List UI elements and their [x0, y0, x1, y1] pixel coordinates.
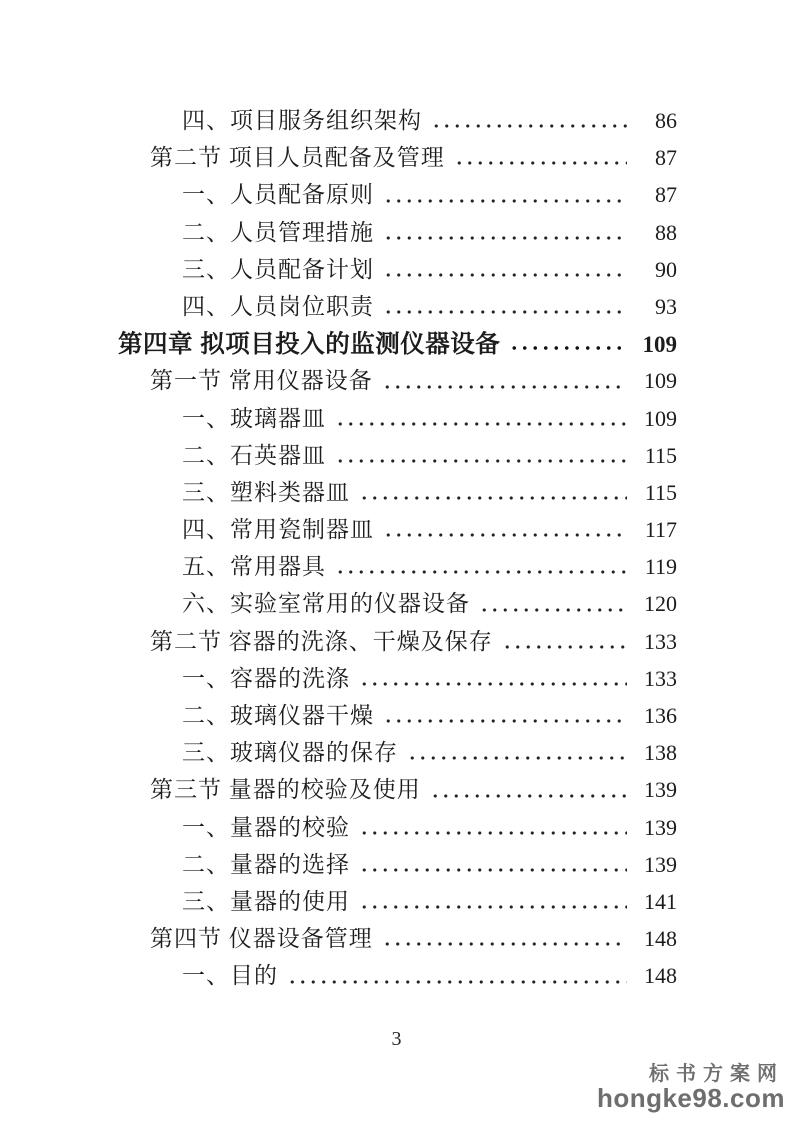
toc-entry-title: 二、石英器皿 — [182, 442, 326, 468]
toc-entry-title: 第四节 仪器设备管理 — [150, 926, 373, 952]
dot-leader — [359, 682, 627, 686]
watermark-site-url: hongke98.com — [596, 1082, 785, 1113]
dot-leader — [454, 161, 627, 165]
toc-entry-title: 三、玻璃仪器的保存 — [182, 740, 398, 766]
toc-entry-page: 93 — [655, 293, 677, 319]
toc-entry-title: 五、常用器具 — [182, 554, 326, 580]
toc-entry-title: 二、量器的选择 — [182, 851, 350, 877]
toc-entry-title: 第二节 项目人员配备及管理 — [150, 145, 445, 171]
toc-entry-page: 148 — [644, 926, 677, 952]
toc-entry-page: 87 — [655, 145, 677, 171]
toc-entry-page: 87 — [655, 182, 677, 208]
dot-leader — [431, 124, 627, 128]
dot-leader — [287, 980, 627, 984]
toc-entry — [0, 102, 677, 139]
toc-entry — [0, 400, 677, 437]
toc-entry — [0, 511, 677, 548]
toc-entry-page: 119 — [644, 554, 677, 580]
toc-entry — [0, 139, 677, 176]
toc-entry-page: 138 — [644, 740, 677, 766]
dot-leader — [382, 385, 627, 389]
toc-entry — [0, 214, 677, 251]
dot-leader — [335, 570, 627, 574]
toc-entry-title: 第四章 拟项目投入的监测仪器设备 — [118, 331, 501, 359]
dot-leader — [335, 422, 627, 426]
toc-entry — [0, 437, 677, 474]
dot-leader — [359, 868, 627, 872]
toc-entry-title: 四、常用瓷制器皿 — [182, 517, 374, 543]
dot-leader — [407, 756, 627, 760]
toc-entry — [0, 846, 677, 883]
dot-leader — [383, 719, 627, 723]
toc-entry — [0, 920, 677, 957]
dot-leader — [359, 831, 627, 835]
dot-leader — [502, 645, 627, 649]
dot-leader — [509, 346, 627, 350]
page-number: 3 — [391, 1028, 402, 1050]
watermark-site-name: 标书方案网 — [649, 1063, 784, 1085]
toc-entry-page: 115 — [644, 442, 677, 468]
toc-entry-title: 一、玻璃器皿 — [182, 405, 326, 431]
toc-entry-page: 139 — [644, 814, 677, 840]
dot-leader — [383, 236, 627, 240]
toc-entry-title: 第二节 容器的洗涤、干燥及保存 — [150, 628, 493, 654]
toc-entry-page: 133 — [644, 665, 677, 691]
toc-entry-page: 139 — [644, 777, 677, 803]
dot-leader — [383, 273, 627, 277]
dot-leader — [359, 905, 627, 909]
toc-entry-title: 二、玻璃仪器干燥 — [182, 703, 374, 728]
toc-entry — [0, 251, 677, 288]
toc-entry — [0, 623, 677, 660]
toc-entry-title: 二、人员管理措施 — [182, 219, 374, 245]
toc-entry-title: 一、人员配备原则 — [182, 182, 374, 208]
toc-entry-page: 90 — [655, 256, 677, 282]
toc-entry — [0, 362, 677, 399]
toc-entry-page: 120 — [644, 591, 677, 617]
toc-entry — [0, 883, 677, 920]
toc-entry-page: 141 — [644, 888, 677, 914]
toc-entry-title: 一、目的 — [182, 963, 278, 989]
toc-entry — [0, 771, 677, 808]
toc-entry-page: 117 — [644, 517, 677, 543]
toc-entry — [0, 585, 677, 622]
dot-leader — [335, 459, 627, 463]
toc-entry — [0, 660, 677, 697]
dot-leader — [382, 942, 627, 946]
dot-leader — [383, 533, 627, 537]
toc-entry-page: 109 — [644, 405, 677, 431]
toc-entry-title: 四、人员岗位职责 — [182, 293, 374, 319]
toc-entry-page: 115 — [644, 479, 677, 505]
toc-entry — [0, 809, 677, 846]
toc-entry-title: 三、人员配备计划 — [182, 256, 374, 282]
watermark — [597, 1064, 785, 1112]
dot-leader — [383, 199, 627, 203]
toc-entry-title: 三、塑料类器皿 — [182, 479, 350, 505]
toc-entry-page: 88 — [655, 219, 677, 245]
toc-entry — [0, 548, 677, 585]
toc-entry-title: 四、项目服务组织架构 — [182, 108, 422, 133]
dot-leader — [383, 310, 627, 314]
toc-entry-title: 三、量器的使用 — [182, 888, 350, 914]
toc-entry-title: 六、实验室常用的仪器设备 — [182, 591, 470, 617]
toc-entry-page: 133 — [644, 628, 677, 654]
toc-list — [0, 102, 677, 995]
toc-entry-title: 第一节 常用仪器设备 — [150, 368, 373, 394]
toc-entry — [0, 734, 677, 771]
toc-entry-page: 109 — [644, 368, 677, 394]
toc-entry — [0, 325, 677, 362]
toc-entry-title: 一、量器的校验 — [182, 814, 350, 840]
toc-entry — [0, 697, 677, 734]
toc-entry-title: 一、容器的洗涤 — [182, 665, 350, 691]
toc-entry — [0, 474, 677, 511]
toc-entry — [0, 176, 677, 213]
toc-entry-title: 第三节 量器的校验及使用 — [150, 777, 421, 803]
toc-entry-page: 139 — [644, 851, 677, 877]
dot-leader — [430, 794, 627, 798]
toc-entry — [0, 957, 677, 994]
toc-entry-page: 148 — [644, 963, 677, 989]
toc-entry-page: 136 — [644, 703, 677, 728]
dot-leader — [359, 496, 627, 500]
toc-entry-page: 86 — [655, 108, 677, 133]
toc-entry — [0, 288, 677, 325]
dot-leader — [479, 608, 627, 612]
toc-entry-page: 109 — [642, 332, 677, 358]
